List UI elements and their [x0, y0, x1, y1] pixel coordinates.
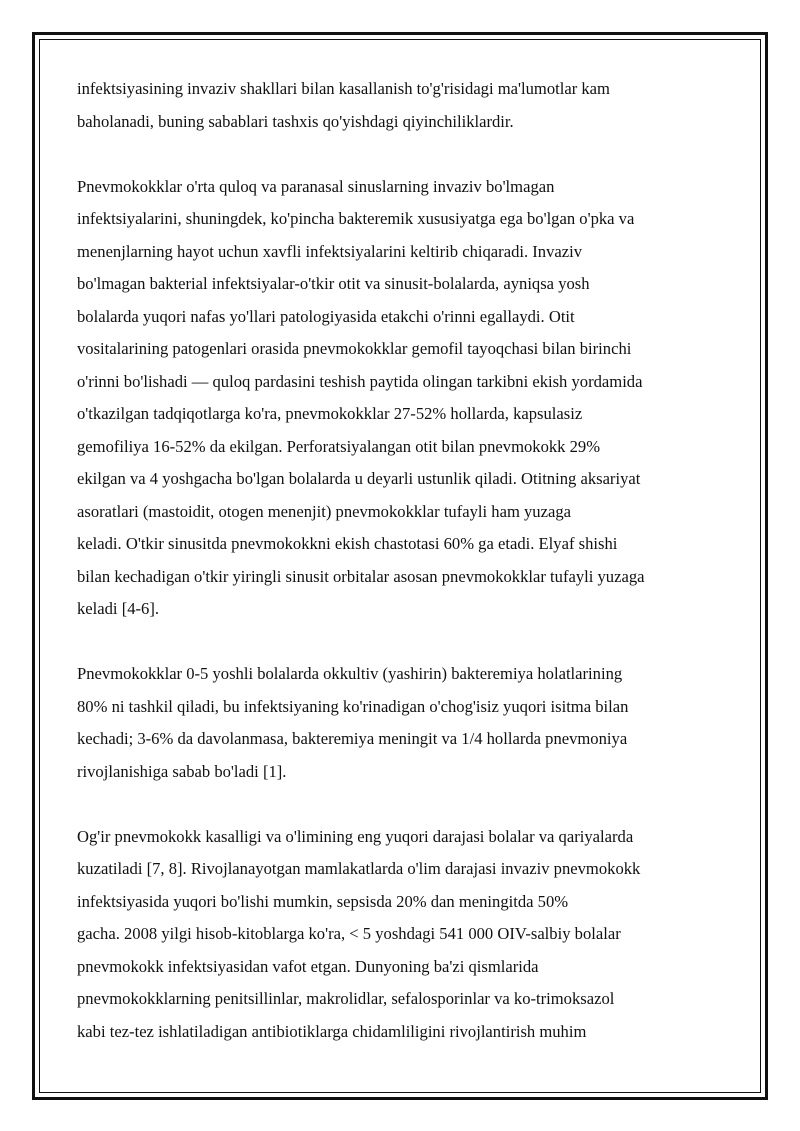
paragraph-2 [77, 171, 727, 626]
paragraph-1 [77, 73, 727, 138]
text-line: 80% ni tashkil qiladi, bu infektsiyaning ko'rinadigan o'chog'isiz yuqori isitma bilan [77, 696, 629, 716]
text-line: o'tkazilgan tadqiqotlarga ko'ra, pnevmokokklar 27-52% hollarda, kapsulasiz [77, 404, 583, 423]
document-body [77, 73, 727, 1048]
text-line: o'rinni bo'lishadi — quloq pardasini teshish paytida olingan tarkibni ekish yordamida [77, 371, 643, 391]
paragraph-4 [77, 821, 727, 1049]
text-line: asoratlari (mastoidit, otogen menenjit) pnevmokokklar tufayli ham yuzaga [77, 501, 571, 521]
text-line: infektsiyalarini, shuningdek, ko'pincha bakteremik xususiyatga ega bo'lgan o'pka va [77, 209, 635, 228]
text-line: keladi. O'tkir sinusitda pnevmokokkni ekish chastotasi 60% ga etadi. Elyaf shishi [77, 534, 618, 553]
paragraph-gap [77, 138, 727, 171]
text-line: bolalarda yuqori nafas yo'llari patologiyasida etakchi o'rinni egallaydi. Otit [77, 306, 575, 326]
text-line: Pnevmokokklar 0-5 yoshli bolalarda okkultiv (yashirin) bakteremiya holatlarining [77, 664, 623, 683]
text-line: gacha. 2008 yilgi hisob-kitoblarga ko'ra, < 5 yoshdagi 541 000 OIV-salbiy bolalar [77, 924, 621, 943]
text-line: bo'lmagan bakterial infektsiyalar-o'tkir otit va sinusit-bolalarda, ayniqsa yosh [77, 274, 590, 293]
text-line: Og'ir pnevmokokk kasalligi va o'limining eng yuqori darajasi bolalar va qariyalarda [77, 826, 634, 846]
text-line: gemofiliya 16-52% da ekilgan. Perforatsiyalangan otit bilan pnevmokokk 29% [77, 436, 601, 456]
text-line: infektsiyasining invaziv shakllari bilan kasallanish to'g'risidagi ma'lumotlar kam [77, 79, 610, 98]
text-line: ekilgan va 4 yoshgacha bo'lgan bolalarda u deyarli ustunlik qiladi. Otitning aksariyat [77, 469, 641, 488]
text-line: kechadi; 3-6% da davolanmasa, bakteremiya meningit va 1/4 hollarda pnevmoniya [77, 729, 628, 748]
text-line: bilan kechadigan o'tkir yiringli sinusit orbitalar asosan pnevmokokklar tufayli yuzaga [77, 566, 645, 586]
text-line: rivojlanishiga sabab bo'ladi [1]. [77, 761, 287, 781]
text-line: baholanadi, buning sabablari tashxis qo'yishdagi qiyinchiliklardir. [77, 111, 514, 131]
text-line: vositalarining patogenlari orasida pnevmokokklar gemofil tayoqchasi bilan birinchi [77, 339, 632, 358]
text-line: menenjlarning hayot uchun xavfli infektsiyalarini keltirib chiqaradi. Invaziv [77, 241, 583, 261]
text-line: pnevmokokk infektsiyasidan vafot etgan. Dunyoning ba'zi qismlarida [77, 956, 539, 976]
text-line: kabi tez-tez ishlatiladigan antibiotiklarga chidamliligini rivojlantirish muhim [77, 1021, 587, 1041]
text-line: kuzatiladi [7, 8]. Rivojlanayotgan mamlakatlarda o'lim darajasi invaziv pnevmokokk [77, 859, 641, 878]
text-line: Pnevmokokklar o'rta quloq va paranasal sinuslarning invaziv bo'lmagan [77, 176, 555, 196]
text-line: infektsiyasida yuqori bo'lishi mumkin, sepsisda 20% dan meningitda 50% [77, 891, 569, 911]
text-line: pnevmokokklarning penitsillinlar, makrolidlar, sefalosporinlar va ko-trimoksazol [77, 989, 615, 1008]
paragraph-gap [77, 788, 727, 821]
text-line: keladi [4-6]. [77, 599, 160, 618]
paragraph-3 [77, 658, 727, 788]
paragraph-gap [77, 626, 727, 659]
